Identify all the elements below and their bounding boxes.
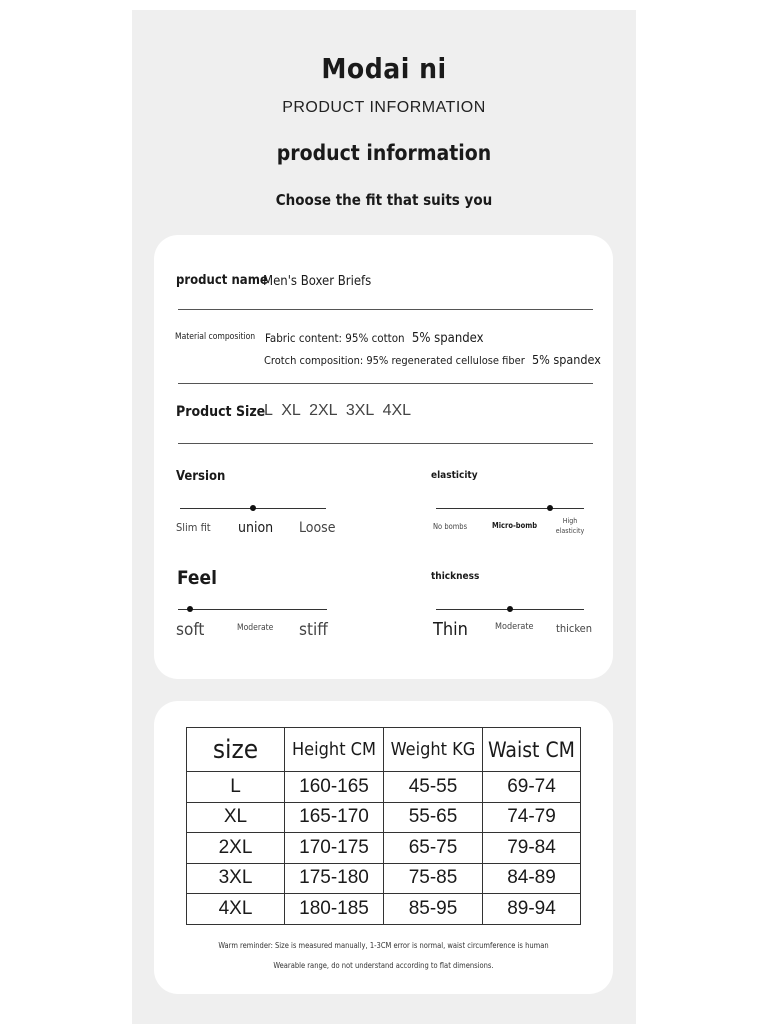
product-size-label: Product Size: [176, 404, 266, 420]
cell-height: 165-170: [285, 802, 384, 833]
material-label: Material composition: [175, 332, 256, 342]
cell-size: 3XL: [187, 863, 285, 894]
cell-weight: 65-75: [384, 833, 483, 864]
version-marker: [250, 505, 256, 511]
elasticity-right-label: [555, 516, 585, 536]
cell-waist: 69-74: [483, 772, 581, 803]
fabric-line: Fabric content: 95% cotton: [265, 331, 405, 345]
cell-size: 2XL: [187, 833, 285, 864]
table-row: [187, 863, 581, 894]
cell-waist: 79-84: [483, 833, 581, 864]
cell-waist: 74-79: [483, 802, 581, 833]
cell-size: L: [187, 772, 285, 803]
reminder-note-line1: Warm reminder: Size is measured manually, 1-3CM error is normal, waist circumference is human: [218, 941, 549, 950]
divider: [178, 383, 593, 384]
cell-weight: 45-55: [384, 772, 483, 803]
thickness-mid-label: Moderate: [495, 622, 534, 632]
section-heading: product information: [276, 141, 492, 165]
thickness-marker: [507, 606, 513, 612]
feel-marker: [187, 606, 193, 612]
version-title: Version: [176, 469, 226, 484]
thickness-left-label: Thin: [433, 619, 468, 640]
feel-right-label: stiff: [299, 620, 328, 640]
version-left-label: Slim fit: [176, 521, 211, 534]
elasticity-marker: [547, 505, 553, 511]
table-row: [187, 833, 581, 864]
elasticity-title: elasticity: [431, 470, 478, 481]
fabric-extra: 5% spandex: [411, 331, 484, 346]
reminder-note-line2: Wearable range, do not understand according to flat dimensions.: [273, 961, 494, 970]
header-size: size: [187, 728, 285, 772]
cell-height: 170-175: [285, 833, 384, 864]
cell-height: 175-180: [285, 863, 384, 894]
size-table: [186, 727, 581, 925]
brand-title: Modai ni: [321, 52, 447, 85]
cell-size: 4XL: [187, 894, 285, 925]
subtitle: PRODUCT INFORMATION: [282, 99, 486, 116]
table-header-row: [187, 728, 581, 772]
crotch-content: [264, 352, 601, 367]
thickness-title: thickness: [431, 571, 480, 582]
crotch-extra: 5% spandex: [531, 352, 601, 367]
feel-left-label: soft: [176, 620, 205, 640]
elasticity-right-line2: elasticity: [555, 527, 585, 535]
crotch-line: Crotch composition: 95% regenerated cellulose fiber: [264, 354, 525, 367]
thickness-right-label: thicken: [556, 622, 593, 635]
header-waist: Waist CM: [483, 728, 581, 772]
cell-weight: 55-65: [384, 802, 483, 833]
product-size-values: L XL 2XL 3XL 4XL: [264, 402, 412, 419]
cell-waist: 84-89: [483, 863, 581, 894]
table-row: [187, 894, 581, 925]
fabric-content: [265, 331, 484, 346]
cell-height: 180-185: [285, 894, 384, 925]
tagline: Choose the fit that suits you: [275, 191, 493, 209]
feel-mid-label: Moderate: [237, 623, 274, 633]
cell-height: 160-165: [285, 772, 384, 803]
header-weight: Weight KG: [384, 728, 483, 772]
cell-waist: 89-94: [483, 894, 581, 925]
cell-weight: 85-95: [384, 894, 483, 925]
cell-size: XL: [187, 802, 285, 833]
elasticity-mid-label: Micro-bomb: [492, 521, 538, 530]
divider: [178, 443, 593, 444]
header-height: Height CM: [285, 728, 384, 772]
table-row: [187, 802, 581, 833]
feel-title: Feel: [177, 567, 217, 589]
version-mid-label: union: [238, 520, 274, 536]
elasticity-left-label: No bombs: [433, 522, 468, 531]
table-row: [187, 772, 581, 803]
feel-track: [178, 609, 327, 610]
product-name-value: Men's Boxer Briefs: [263, 274, 372, 289]
elasticity-right-line1: High: [562, 517, 578, 525]
product-name-label: product name: [176, 273, 268, 288]
version-right-label: Loose: [299, 520, 336, 536]
elasticity-track: [436, 508, 584, 509]
divider: [178, 309, 593, 310]
cell-weight: 75-85: [384, 863, 483, 894]
product-info-card: [154, 235, 613, 679]
